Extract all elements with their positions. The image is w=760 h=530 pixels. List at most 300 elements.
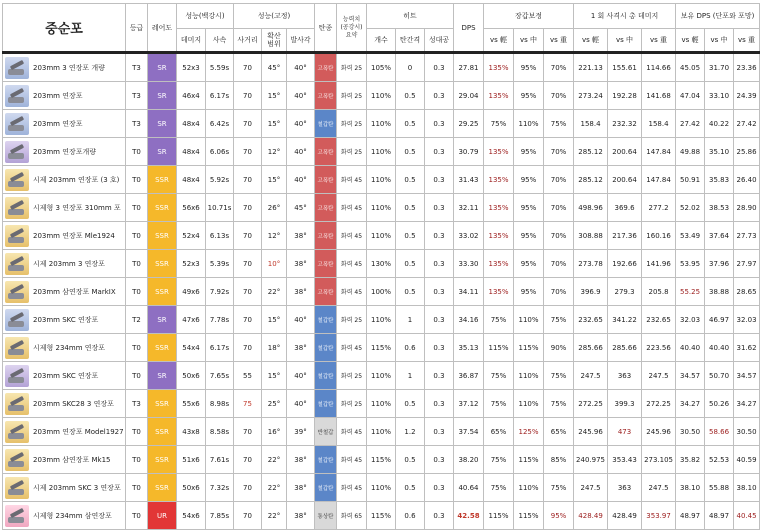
tier-cell: T0 xyxy=(126,418,148,446)
dps-cell: 32.11 xyxy=(454,194,484,222)
weapon-name-cell xyxy=(3,278,126,306)
ammo-type-cell: 고폭탄 xyxy=(315,278,337,306)
damage-cell: 43x8 xyxy=(177,418,206,446)
reload-cell: 7.85s xyxy=(206,502,234,530)
table-row xyxy=(3,418,760,446)
table-row xyxy=(3,194,760,222)
dps-light-cell: 53.49 xyxy=(676,222,705,250)
salvo-light-cell: 245.96 xyxy=(574,418,608,446)
rarity-badge: SR xyxy=(148,110,177,138)
dps-medium-cell: 48.97 xyxy=(705,502,734,530)
turret-icon xyxy=(5,197,29,219)
spread-cell: 22° xyxy=(262,502,287,530)
armor-light-cell: 75% xyxy=(484,362,514,390)
armor-mod-header: 장갑보정 xyxy=(484,4,574,29)
salvo-medium-cell: 285.66 xyxy=(608,334,642,362)
interval-cell: 0.5 xyxy=(396,474,425,502)
tier-cell: T2 xyxy=(126,306,148,334)
coef-cell: 0.3 xyxy=(425,418,454,446)
dps-medium-cell: 31.70 xyxy=(705,53,734,82)
dps-medium-cell: 35.10 xyxy=(705,138,734,166)
angle-cell: 38° xyxy=(287,334,315,362)
turret-icon xyxy=(5,365,29,387)
reload-cell: 7.32s xyxy=(206,474,234,502)
hit-count-cell: 110% xyxy=(367,194,396,222)
weapon-name: 203mm 연장포 xyxy=(33,119,83,128)
cannon-comparison-table xyxy=(2,3,760,530)
ammo-type-cell: 고폭탄 xyxy=(315,222,337,250)
armor-light-cell: 135% xyxy=(484,250,514,278)
range-cell: 70 xyxy=(234,334,262,362)
dps-medium-cell: 55.88 xyxy=(705,474,734,502)
hit-count-cell: 105% xyxy=(367,53,396,82)
weapon-name-cell xyxy=(3,82,126,110)
hit-count-cell: 110% xyxy=(367,390,396,418)
armor-heavy-cell: 65% xyxy=(544,418,574,446)
dps-medium-cell: 38.88 xyxy=(705,278,734,306)
dps-heavy-cell: 27.97 xyxy=(734,250,760,278)
armor-light-cell: 135% xyxy=(484,222,514,250)
weapon-name-cell xyxy=(3,474,126,502)
reload-cell: 7.61s xyxy=(206,446,234,474)
tier-cell: T0 xyxy=(126,222,148,250)
salvo-light-header: vs 輕 xyxy=(574,29,608,53)
angle-header: 발사각 xyxy=(287,29,315,53)
dps-heavy-cell: 24.39 xyxy=(734,82,760,110)
turret-icon xyxy=(5,253,29,275)
angle-cell: 38° xyxy=(287,222,315,250)
tier-cell: T0 xyxy=(126,138,148,166)
damage-cell: 50x6 xyxy=(177,362,206,390)
dps-light-cell: 34.57 xyxy=(676,362,705,390)
interval-cell: 0.5 xyxy=(396,446,425,474)
angle-cell: 45° xyxy=(287,194,315,222)
armor-heavy-cell: 70% xyxy=(544,250,574,278)
interval-cell: 0.5 xyxy=(396,390,425,418)
interval-cell: 0.6 xyxy=(396,334,425,362)
salvo-heavy-cell: 247.5 xyxy=(642,474,676,502)
armor-heavy-cell: 75% xyxy=(544,390,574,418)
range-cell: 70 xyxy=(234,222,262,250)
dps-light-cell: 50.91 xyxy=(676,166,705,194)
interval-cell: 0.5 xyxy=(396,166,425,194)
rarity-badge: SSR xyxy=(148,418,177,446)
interval-cell: 0.5 xyxy=(396,250,425,278)
dps-cell: 31.43 xyxy=(454,166,484,194)
table-row xyxy=(3,390,760,418)
damage-cell: 52x4 xyxy=(177,222,206,250)
salvo-heavy-cell: 147.84 xyxy=(642,138,676,166)
salvo-light-cell: 498.96 xyxy=(574,194,608,222)
salvo-medium-cell: 363 xyxy=(608,474,642,502)
rarity-badge: SR xyxy=(148,138,177,166)
dps-cell: 37.12 xyxy=(454,390,484,418)
salvo-heavy-cell: 147.84 xyxy=(642,166,676,194)
rarity-header: 레어도 xyxy=(148,4,177,53)
salvo-heavy-cell: 114.66 xyxy=(642,53,676,82)
armor-light-cell: 135% xyxy=(484,278,514,306)
salvo-medium-cell: 341.22 xyxy=(608,306,642,334)
dps-heavy-cell: 38.10 xyxy=(734,474,760,502)
dps-heavy-cell: 32.03 xyxy=(734,306,760,334)
ability-cell: 화력 65 xyxy=(337,502,367,530)
armor-medium-cell: 95% xyxy=(514,166,544,194)
armor-heavy-cell: 70% xyxy=(544,53,574,82)
ability-cell: 화력 45 xyxy=(337,278,367,306)
dps-cell: 33.02 xyxy=(454,222,484,250)
ability-cell: 화력 25 xyxy=(337,306,367,334)
range-cell: 70 xyxy=(234,306,262,334)
reload-cell: 8.98s xyxy=(206,390,234,418)
dps-heavy-cell: 31.62 xyxy=(734,334,760,362)
spread-cell: 22° xyxy=(262,278,287,306)
dps-cell: 34.11 xyxy=(454,278,484,306)
dps-light-cell: 55.25 xyxy=(676,278,705,306)
angle-cell: 38° xyxy=(287,446,315,474)
reload-cell: 5.39s xyxy=(206,250,234,278)
dps-heavy-cell: 28.90 xyxy=(734,194,760,222)
turret-icon xyxy=(5,169,29,191)
armor-medium-cell: 95% xyxy=(514,138,544,166)
weapon-name-cell xyxy=(3,334,126,362)
range-cell: 70 xyxy=(234,446,262,474)
tier-cell: T3 xyxy=(126,390,148,418)
damage-header: 데미지 xyxy=(177,29,206,53)
angle-cell: 40° xyxy=(287,306,315,334)
salvo-medium-cell: 353.43 xyxy=(608,446,642,474)
interval-cell: 1 xyxy=(396,306,425,334)
salvo-medium-cell: 279.3 xyxy=(608,278,642,306)
dps-cell: 37.54 xyxy=(454,418,484,446)
turret-icon xyxy=(5,449,29,471)
armor-light-cell: 115% xyxy=(484,334,514,362)
armor-heavy-header: vs 重 xyxy=(544,29,574,53)
table-row xyxy=(3,306,760,334)
weapon-name: 203mm SKC 연장포 xyxy=(33,371,99,380)
dps-cell: 30.79 xyxy=(454,138,484,166)
ammo-header: 탄종 xyxy=(315,4,337,53)
table-row xyxy=(3,362,760,390)
range-cell: 55 xyxy=(234,362,262,390)
spread-cell: 26° xyxy=(262,194,287,222)
armor-heavy-cell: 75% xyxy=(544,306,574,334)
coef-cell: 0.3 xyxy=(425,390,454,418)
spread-cell: 25° xyxy=(262,390,287,418)
salvo-medium-header: vs 中 xyxy=(608,29,642,53)
damage-cell: 49x6 xyxy=(177,278,206,306)
armor-light-cell: 75% xyxy=(484,110,514,138)
rarity-badge: SSR xyxy=(148,166,177,194)
salvo-light-cell: 232.65 xyxy=(574,306,608,334)
dps-cell: 40.64 xyxy=(454,474,484,502)
coef-cell: 0.3 xyxy=(425,502,454,530)
damage-cell: 54x6 xyxy=(177,502,206,530)
ammo-type-cell: 철갑탄 xyxy=(315,446,337,474)
armor-heavy-cell: 75% xyxy=(544,362,574,390)
tier-cell: T0 xyxy=(126,446,148,474)
dps-light-cell: 52.02 xyxy=(676,194,705,222)
ammo-type-cell: 반철갑 xyxy=(315,418,337,446)
spread-cell: 12° xyxy=(262,222,287,250)
salvo-heavy-cell: 247.5 xyxy=(642,362,676,390)
table-row xyxy=(3,474,760,502)
dps-light-cell: 27.42 xyxy=(676,110,705,138)
angle-cell: 40° xyxy=(287,110,315,138)
turret-icon xyxy=(5,281,29,303)
salvo-medium-cell: 399.3 xyxy=(608,390,642,418)
turret-icon xyxy=(5,421,29,443)
coef-cell: 0.3 xyxy=(425,166,454,194)
ammo-type-cell: 고폭탄 xyxy=(315,138,337,166)
dps-heavy-cell: 30.50 xyxy=(734,418,760,446)
tier-cell: T0 xyxy=(126,334,148,362)
coef-cell: 0.3 xyxy=(425,222,454,250)
rarity-badge: SSR xyxy=(148,278,177,306)
armor-medium-cell: 95% xyxy=(514,194,544,222)
turret-icon xyxy=(5,113,29,135)
dps-heavy-cell: 25.86 xyxy=(734,138,760,166)
interval-cell: 0.5 xyxy=(396,138,425,166)
angle-cell: 38° xyxy=(287,278,315,306)
salvo-medium-cell: 369.6 xyxy=(608,194,642,222)
rarity-badge: SR xyxy=(148,82,177,110)
armor-light-cell: 135% xyxy=(484,53,514,82)
weapon-name: 시제형 234mm 연장포 xyxy=(33,343,106,352)
reload-header: 사속 xyxy=(206,29,234,53)
damage-cell: 50x6 xyxy=(177,474,206,502)
ability-header: 능력치 (공강시) 요약 xyxy=(337,4,367,53)
spread-cell: 18° xyxy=(262,334,287,362)
dps-light-cell: 40.40 xyxy=(676,334,705,362)
turret-icon xyxy=(5,309,29,331)
dps-medium-cell: 37.96 xyxy=(705,250,734,278)
hit-count-cell: 110% xyxy=(367,138,396,166)
range-header: 사거리 xyxy=(234,29,262,53)
dps-cell: 35.13 xyxy=(454,334,484,362)
salvo-heavy-cell: 353.97 xyxy=(642,502,676,530)
reload-cell: 6.17s xyxy=(206,82,234,110)
coef-cell: 0.3 xyxy=(425,53,454,82)
interval-cell: 0.6 xyxy=(396,502,425,530)
coef-cell: 0.3 xyxy=(425,138,454,166)
ability-cell: 화력 45 xyxy=(337,446,367,474)
table-row xyxy=(3,166,760,194)
coef-cell: 0.3 xyxy=(425,334,454,362)
spread-cell: 15° xyxy=(262,306,287,334)
reload-cell: 7.65s xyxy=(206,362,234,390)
dps-heavy-cell: 23.36 xyxy=(734,53,760,82)
dps-medium-cell: 50.26 xyxy=(705,390,734,418)
spread-header: 확산 범위 xyxy=(262,29,287,53)
salvo-heavy-cell: 232.65 xyxy=(642,306,676,334)
spread-cell: 15° xyxy=(262,362,287,390)
armor-light-cell: 135% xyxy=(484,138,514,166)
armor-medium-cell: 115% xyxy=(514,446,544,474)
ability-cell: 화력 25 xyxy=(337,110,367,138)
tier-cell: T0 xyxy=(126,502,148,530)
salvo-heavy-cell: 205.8 xyxy=(642,278,676,306)
hit-count-cell: 115% xyxy=(367,502,396,530)
weapon-name-cell xyxy=(3,222,126,250)
reload-cell: 6.17s xyxy=(206,334,234,362)
dps-medium-cell: 40.22 xyxy=(705,110,734,138)
armor-medium-cell: 95% xyxy=(514,222,544,250)
weapon-name: 203mm 삼연장포 Mk15 xyxy=(33,455,111,464)
interval-cell: 0.5 xyxy=(396,194,425,222)
weapon-name-cell xyxy=(3,502,126,530)
weapon-name: 203mm 연장포 Model1927 xyxy=(33,427,124,436)
interval-cell: 0.5 xyxy=(396,82,425,110)
dps-light-cell: 45.05 xyxy=(676,53,705,82)
salvo-medium-cell: 200.64 xyxy=(608,138,642,166)
ammo-type-cell: 철갑탄 xyxy=(315,334,337,362)
turret-icon xyxy=(5,85,29,107)
coef-cell: 0.3 xyxy=(425,278,454,306)
weapon-name-cell xyxy=(3,390,126,418)
dps-heavy-cell: 26.40 xyxy=(734,166,760,194)
damage-cell: 56x6 xyxy=(177,194,206,222)
turret-icon xyxy=(5,477,29,499)
armor-heavy-cell: 90% xyxy=(544,334,574,362)
tier-cell: T0 xyxy=(126,194,148,222)
dps-medium-cell: 37.64 xyxy=(705,222,734,250)
dps-heavy-cell: 27.73 xyxy=(734,222,760,250)
ability-cell: 화력 45 xyxy=(337,222,367,250)
dps-cell: 29.04 xyxy=(454,82,484,110)
range-cell: 70 xyxy=(234,250,262,278)
rarity-badge: SSR xyxy=(148,194,177,222)
armor-medium-cell: 110% xyxy=(514,306,544,334)
angle-cell: 40° xyxy=(287,166,315,194)
hit-count-cell: 115% xyxy=(367,446,396,474)
weapon-name-cell xyxy=(3,166,126,194)
weapon-name: 203mm 연장포개량 xyxy=(33,147,97,156)
dps-light-cell: 30.50 xyxy=(676,418,705,446)
dps-cell: 42.58 xyxy=(454,502,484,530)
salvo-light-cell: 221.13 xyxy=(574,53,608,82)
range-cell: 70 xyxy=(234,138,262,166)
table-body xyxy=(3,53,760,530)
tier-cell: T3 xyxy=(126,53,148,82)
reload-cell: 6.06s xyxy=(206,138,234,166)
salvo-heavy-cell: 245.96 xyxy=(642,418,676,446)
salvo-heavy-cell: 272.25 xyxy=(642,390,676,418)
armor-light-cell: 135% xyxy=(484,166,514,194)
weapon-name: 203mm SKC 연장포 xyxy=(33,315,99,324)
dps-cell: 27.81 xyxy=(454,53,484,82)
dps-medium-cell: 33.10 xyxy=(705,82,734,110)
ability-cell: 화력 25 xyxy=(337,138,367,166)
turret-icon xyxy=(5,337,29,359)
dps-medium-cell: 35.83 xyxy=(705,166,734,194)
tier-cell: T0 xyxy=(126,250,148,278)
coef-cell: 0.3 xyxy=(425,306,454,334)
ammo-type-cell: 통상탄 xyxy=(315,502,337,530)
armor-medium-cell: 110% xyxy=(514,474,544,502)
coef-cell: 0.3 xyxy=(425,362,454,390)
salvo-medium-cell: 217.36 xyxy=(608,222,642,250)
table-title: 중순포 xyxy=(3,4,126,53)
interval-cell: 1.2 xyxy=(396,418,425,446)
table-row xyxy=(3,53,760,82)
hit-count-cell: 110% xyxy=(367,362,396,390)
salvo-light-cell: 247.5 xyxy=(574,362,608,390)
armor-heavy-cell: 70% xyxy=(544,222,574,250)
dps-light-cell: 47.04 xyxy=(676,82,705,110)
hits-header: 히트 xyxy=(367,4,454,29)
table-row xyxy=(3,250,760,278)
armor-heavy-cell: 95% xyxy=(544,502,574,530)
dps-light-cell: 32.03 xyxy=(676,306,705,334)
salvo-light-cell: 308.88 xyxy=(574,222,608,250)
damage-cell: 48x4 xyxy=(177,138,206,166)
ammo-type-cell: 고폭탄 xyxy=(315,194,337,222)
perf-fixed-header: 성능(고정) xyxy=(234,4,315,29)
reload-cell: 5.92s xyxy=(206,166,234,194)
range-cell: 70 xyxy=(234,166,262,194)
ammo-type-cell: 철갑탄 xyxy=(315,110,337,138)
rarity-badge: SSR xyxy=(148,390,177,418)
salvo-light-cell: 285.66 xyxy=(574,334,608,362)
weapon-name: 203mm 3 연장포 개량 xyxy=(33,63,105,72)
dps-cell: 36.87 xyxy=(454,362,484,390)
salvo-medium-cell: 363 xyxy=(608,362,642,390)
salvo-heavy-header: vs 重 xyxy=(642,29,676,53)
rarity-badge: SSR xyxy=(148,250,177,278)
ability-cell: 화력 25 xyxy=(337,53,367,82)
rarity-badge: SSR xyxy=(148,474,177,502)
salvo-heavy-cell: 158.4 xyxy=(642,110,676,138)
salvo-heavy-cell: 141.96 xyxy=(642,250,676,278)
dps-heavy-cell: 34.57 xyxy=(734,362,760,390)
angle-cell: 40° xyxy=(287,138,315,166)
damage-cell: 48x4 xyxy=(177,110,206,138)
range-cell: 70 xyxy=(234,53,262,82)
weapon-name: 시제 203mm 3 연장포 xyxy=(33,259,105,268)
salvo-light-cell: 273.24 xyxy=(574,82,608,110)
spread-cell: 16° xyxy=(262,418,287,446)
coef-cell: 0.3 xyxy=(425,250,454,278)
rarity-badge: SSR xyxy=(148,222,177,250)
interval-header: 탄간격 xyxy=(396,29,425,53)
armor-light-cell: 75% xyxy=(484,306,514,334)
armor-medium-cell: 110% xyxy=(514,110,544,138)
table-row xyxy=(3,82,760,110)
dps-heavy-cell: 27.42 xyxy=(734,110,760,138)
armor-medium-cell: 110% xyxy=(514,362,544,390)
hit-count-cell: 130% xyxy=(367,250,396,278)
armor-heavy-cell: 75% xyxy=(544,110,574,138)
dps-medium-cell: 46.97 xyxy=(705,306,734,334)
salvo-heavy-cell: 160.16 xyxy=(642,222,676,250)
ammo-type-cell: 고폭탄 xyxy=(315,250,337,278)
rarity-badge: UR xyxy=(148,502,177,530)
armor-heavy-cell: 70% xyxy=(544,194,574,222)
spread-cell: 12° xyxy=(262,138,287,166)
damage-cell: 52x3 xyxy=(177,53,206,82)
ability-cell: 화력 45 xyxy=(337,250,367,278)
range-cell: 70 xyxy=(234,82,262,110)
weapon-name-cell xyxy=(3,194,126,222)
coef-header: 성대공 xyxy=(425,29,454,53)
angle-cell: 40° xyxy=(287,390,315,418)
coef-cell: 0.3 xyxy=(425,82,454,110)
salvo-medium-cell: 192.66 xyxy=(608,250,642,278)
dps-light-cell: 53.95 xyxy=(676,250,705,278)
interval-cell: 1 xyxy=(396,362,425,390)
tier-cell: T3 xyxy=(126,82,148,110)
turret-icon xyxy=(5,57,29,79)
